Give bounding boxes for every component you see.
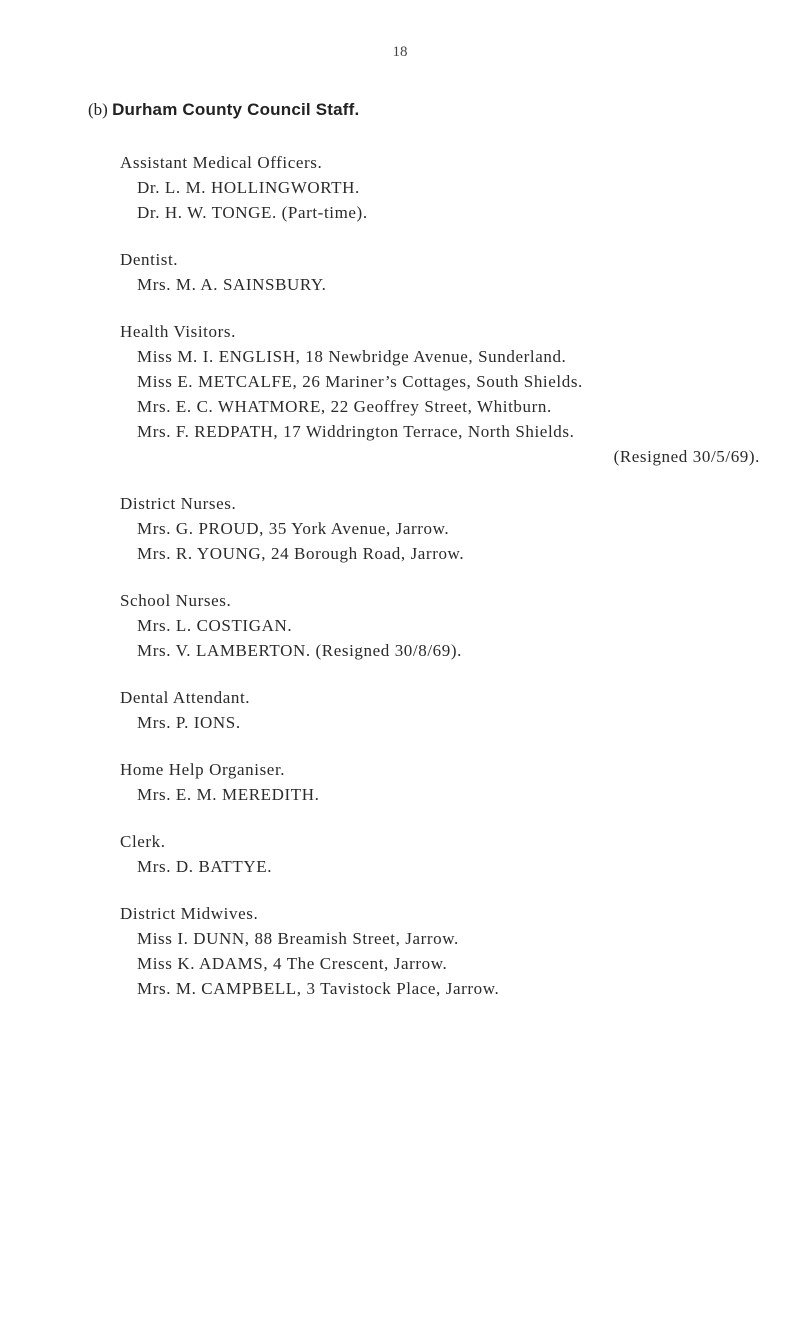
section-heading bbox=[88, 100, 359, 120]
section-title-clerk: Clerk. bbox=[120, 832, 166, 851]
page-number: 18 bbox=[392, 44, 408, 60]
section-title-dental-attendant: Dental Attendant. bbox=[120, 688, 251, 707]
resignation-note: (Resigned 30/5/69). bbox=[613, 447, 760, 466]
section-home-help-organiser bbox=[120, 757, 760, 807]
staff-entry: Miss E. METCALFE, 26 Mariner’s Cottages, South Shields. bbox=[137, 372, 583, 391]
staff-entry: Miss K. ADAMS, 4 The Crescent, Jarrow. bbox=[137, 954, 448, 973]
staff-entry: Mrs. L. COSTIGAN. bbox=[137, 616, 293, 635]
section-title-dentist: Dentist. bbox=[120, 250, 179, 269]
staff-entry: Mrs. M. A. SAINSBURY. bbox=[137, 275, 327, 294]
staff-entry: Mrs. E. C. WHATMORE, 22 Geoffrey Street, Whitburn. bbox=[137, 397, 552, 416]
section-dental-attendant bbox=[120, 685, 760, 735]
section-district-nurses bbox=[120, 491, 760, 566]
staff-entry: Miss M. I. ENGLISH, 18 Newbridge Avenue, Sunderland. bbox=[137, 347, 567, 366]
staff-entry: Miss I. DUNN, 88 Breamish Street, Jarrow. bbox=[137, 929, 459, 948]
section-title-district-nurses: District Nurses. bbox=[120, 494, 237, 513]
section-district-midwives bbox=[120, 901, 760, 1001]
section-letter: (b) bbox=[88, 100, 108, 119]
section-title-home-help-organiser: Home Help Organiser. bbox=[120, 760, 286, 779]
section-assistant-medical-officers bbox=[120, 150, 760, 225]
section-title-district-midwives: District Midwives. bbox=[120, 904, 259, 923]
staff-list bbox=[120, 150, 760, 1023]
section-school-nurses bbox=[120, 588, 760, 663]
section-title-health-visitors: Health Visitors. bbox=[120, 322, 236, 341]
section-clerk bbox=[120, 829, 760, 879]
section-title: Durham County Council Staff. bbox=[112, 100, 360, 119]
staff-entry: Dr. L. M. HOLLINGWORTH. bbox=[137, 178, 360, 197]
section-health-visitors bbox=[120, 319, 760, 469]
staff-entry: Mrs. F. REDPATH, 17 Widdrington Terrace, North Shields. bbox=[137, 422, 575, 441]
section-title-school-nurses: School Nurses. bbox=[120, 591, 232, 610]
staff-entry: Dr. H. W. TONGE. (Part-time). bbox=[137, 203, 368, 222]
staff-entry: Mrs. P. IONS. bbox=[137, 713, 241, 732]
staff-entry: Mrs. D. BATTYE. bbox=[137, 857, 273, 876]
staff-entry: Mrs. G. PROUD, 35 York Avenue, Jarrow. bbox=[137, 519, 450, 538]
section-dentist bbox=[120, 247, 760, 297]
staff-entry: Mrs. R. YOUNG, 24 Borough Road, Jarrow. bbox=[137, 544, 465, 563]
staff-entry: Mrs. M. CAMPBELL, 3 Tavistock Place, Jarrow. bbox=[137, 979, 500, 998]
section-title-assistant-medical-officers: Assistant Medical Officers. bbox=[120, 153, 323, 172]
staff-entry: Mrs. V. LAMBERTON. (Resigned 30/8/69). bbox=[137, 641, 462, 660]
staff-entry: Mrs. E. M. MEREDITH. bbox=[137, 785, 320, 804]
